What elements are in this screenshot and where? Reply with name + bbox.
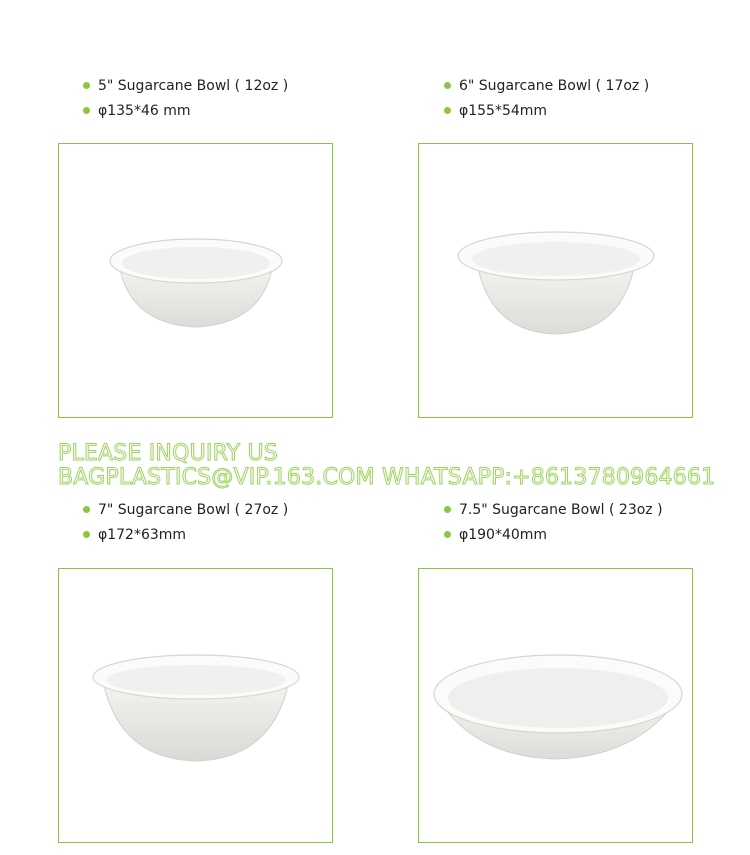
watermark-line-2: BAGPLASTICS@VIP.163.COM WHATSAPP:+8613780964661	[58, 465, 716, 490]
bullet-dot	[83, 506, 90, 513]
product-spec-4	[444, 497, 663, 547]
product-size: φ135*46 mm	[98, 102, 191, 119]
bowl-image-7inch	[59, 569, 334, 844]
bullet-dot	[444, 531, 451, 538]
product-spec-2	[444, 73, 649, 123]
product-image-frame-3	[58, 568, 333, 843]
product-image-frame-4	[418, 568, 693, 843]
watermark-line-1: PLEASE INQUIRY US	[58, 441, 278, 466]
product-size: φ172*63mm	[98, 526, 187, 543]
product-name: 6" Sugarcane Bowl ( 17oz )	[459, 77, 650, 94]
bowl-image-6inch	[419, 144, 694, 419]
bullet-dot	[444, 107, 451, 114]
product-name: 5" Sugarcane Bowl ( 12oz )	[98, 77, 289, 94]
product-image-frame-1	[58, 143, 333, 418]
product-name: 7" Sugarcane Bowl ( 27oz )	[98, 501, 289, 518]
product-image-frame-2	[418, 143, 693, 418]
bowl-image-7-5inch	[419, 569, 694, 844]
bowl-image-5inch	[59, 144, 334, 419]
product-spec-3	[83, 497, 288, 547]
product-spec-1	[83, 73, 288, 123]
bullet-dot	[444, 506, 451, 513]
product-size: φ155*54mm	[459, 102, 548, 119]
bullet-dot	[83, 82, 90, 89]
bullet-dot	[83, 531, 90, 538]
bullet-dot	[444, 82, 451, 89]
product-name: 7.5" Sugarcane Bowl ( 23oz )	[459, 501, 663, 518]
product-size: φ190*40mm	[459, 526, 548, 543]
bullet-dot	[83, 107, 90, 114]
